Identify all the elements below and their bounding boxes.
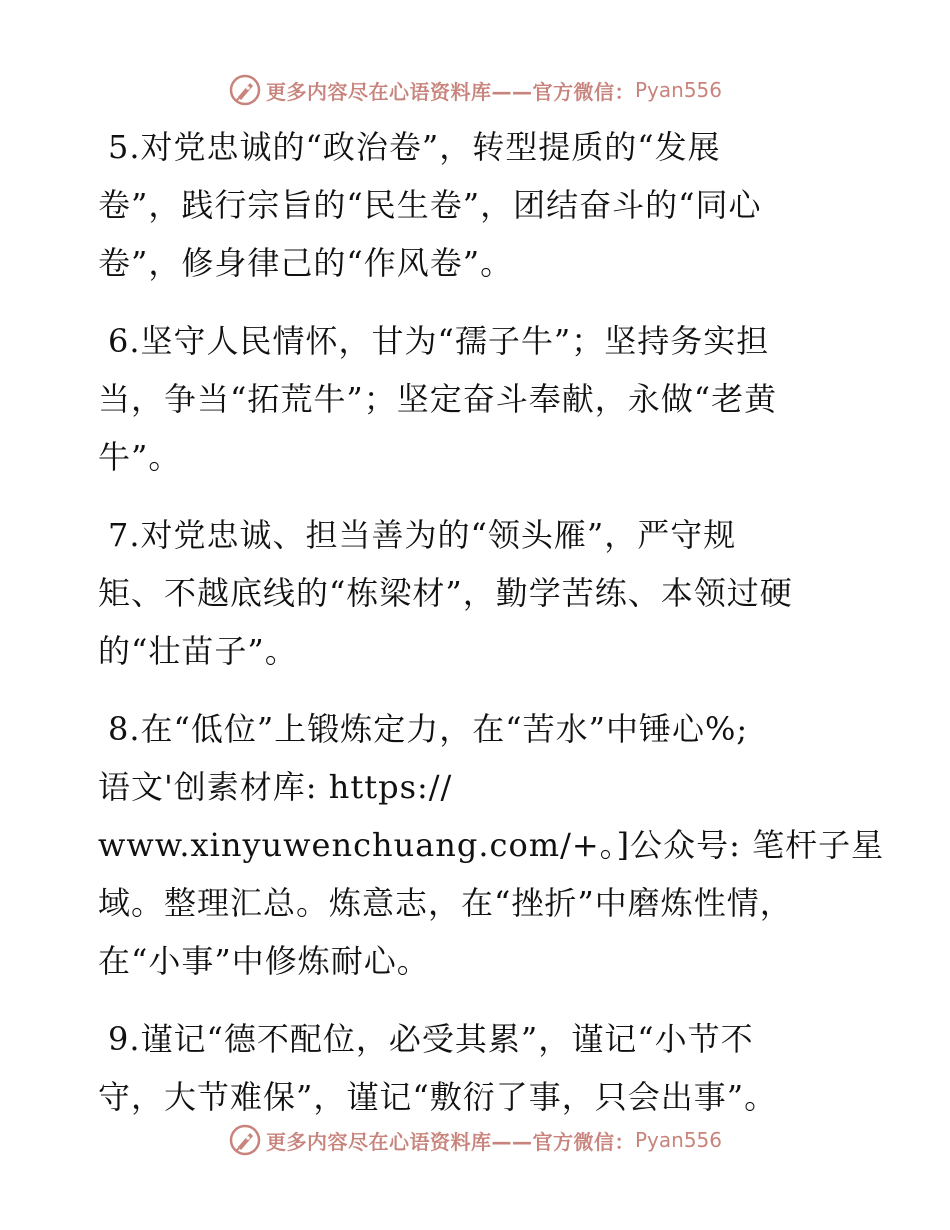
- text-line: 牛”。: [98, 438, 182, 476]
- watermark-footer: [0, 1120, 950, 1160]
- text-line: 在“小事”中修炼耐心。: [98, 942, 430, 980]
- document-body: [98, 118, 885, 1146]
- text-line: 守，大节难保”，谨记“敷衍了事，只会出事”。: [98, 1078, 778, 1116]
- paragraph-6: [98, 312, 858, 486]
- paragraph-9: [98, 1010, 858, 1126]
- text-line: 当，争当“拓荒牛”；坚定奋斗奉献，永做“老黄: [98, 380, 778, 418]
- text-line: 9.谨记“德不配位，必受其累”，谨记“小节不: [108, 1020, 754, 1058]
- text-line: 的“壮苗子”。: [98, 632, 298, 670]
- watermark-wechat-id: Pyan556: [634, 1128, 722, 1152]
- text-line: 7.对党忠诚、担当善为的“领头雁”，严守规: [108, 516, 737, 554]
- watermark-wechat-id: Pyan556: [634, 78, 722, 102]
- watermark-text: 更多内容尽在心语资料库——官方微信：: [265, 1129, 635, 1154]
- pen-nib-logo-icon: [228, 73, 262, 107]
- text-line: www.xinyuwenchuang.com/+。]公众号: 笔杆子星: [98, 826, 885, 864]
- text-line: 卷”，践行宗旨的“民生卷”，团结奋斗的“同心: [98, 186, 762, 224]
- watermark-text: 更多内容尽在心语资料库——官方微信：: [265, 79, 635, 104]
- paragraph-8: [98, 700, 885, 990]
- pen-nib-logo-icon: [228, 1123, 262, 1157]
- text-line: 5.对党忠诚的“政治卷”，转型提质的“发展: [108, 128, 721, 166]
- text-line: 语文'创素材库: https://: [98, 768, 453, 806]
- watermark-header: [0, 70, 950, 110]
- text-line: 域。整理汇总。炼意志，在“挫折”中磨炼性情，: [98, 884, 793, 922]
- text-line: 8.在“低位”上锻炼定力，在“苦水”中锤心%;: [108, 710, 749, 748]
- text-line: 矩、不越底线的“栋梁材”，勤学苦练、本领过硬: [98, 574, 793, 612]
- paragraph-7: [98, 506, 858, 680]
- text-line: 卷”，修身律己的“作风卷”。: [98, 244, 514, 282]
- paragraph-5: [98, 118, 858, 292]
- text-line: 6.坚守人民情怀，甘为“孺子牛”；坚持务实担: [108, 322, 770, 360]
